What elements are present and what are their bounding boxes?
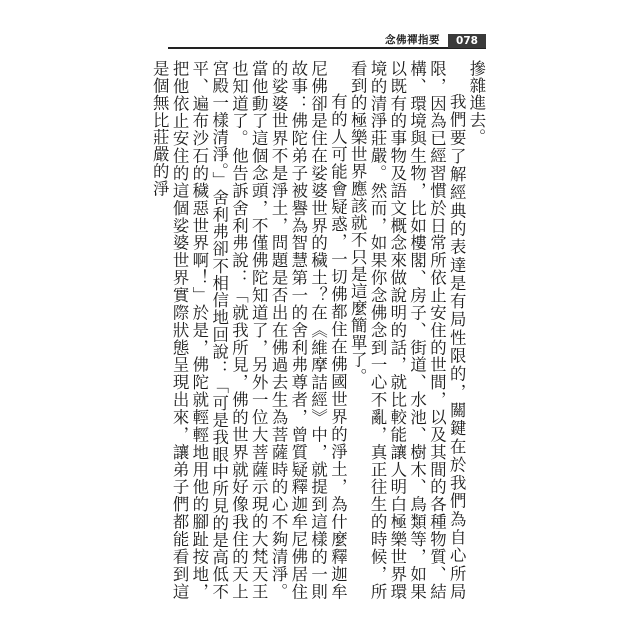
vertical-text-body — [150, 60, 486, 600]
running-header — [168, 36, 486, 50]
header-rule — [168, 47, 486, 49]
book-title: 念佛禪指要 — [381, 34, 444, 47]
paragraph-1: 我們要了解經典的表達是有局性限的，關鍵在於我們為自心所局限，因為已經習慣於日常所依止安住的世間，以及其間的各種物質、結構、環境與生物，比如樓閣、房子、街道、水池、樹木、鳥類等，如果以既有的事物及語文概念來做說明的話，就比較能讓人明白極樂世界環境的清淨莊嚴。然而，如果你念佛念到一心不亂，真正往生的時候，所看到的極樂世界應該就不只是這麼簡單了。 — [348, 60, 467, 600]
paragraph-continuation: 摻雜進去。 — [467, 60, 486, 146]
page-number: 078 — [448, 34, 486, 48]
paragraph-2: 有的人可能會疑惑，一切佛都住在佛國世界的淨土，為什麼釋迦牟尼佛卻是住在娑婆世界的穢土？在《維摩詰經》中，就提到這樣的一則故事：佛陀弟子被譽為智慧第一的舍利弗尊者，曾質疑釋迦牟尼佛居住的娑婆世界不是淨土，問題是否出在佛過去生為菩薩時的心不夠清淨。當他動了這個念頭，不僅佛陀知道了，另外一位大菩薩示現的大梵天王也知道了。他告訴舍利弗說：「就我所見，佛的世界就好像我住的天上宮殿一樣清淨。」舍利弗卻不相信地回說：「可是我眼中所見的是高低不平、遍布沙石的穢惡世界啊！」於是，佛陀就輕輕地用他的腳趾按地，把他依止安住的這個娑婆世界實際狀態呈現出來，讓弟子們都能看到這是個無比莊嚴的淨 — [150, 60, 348, 600]
